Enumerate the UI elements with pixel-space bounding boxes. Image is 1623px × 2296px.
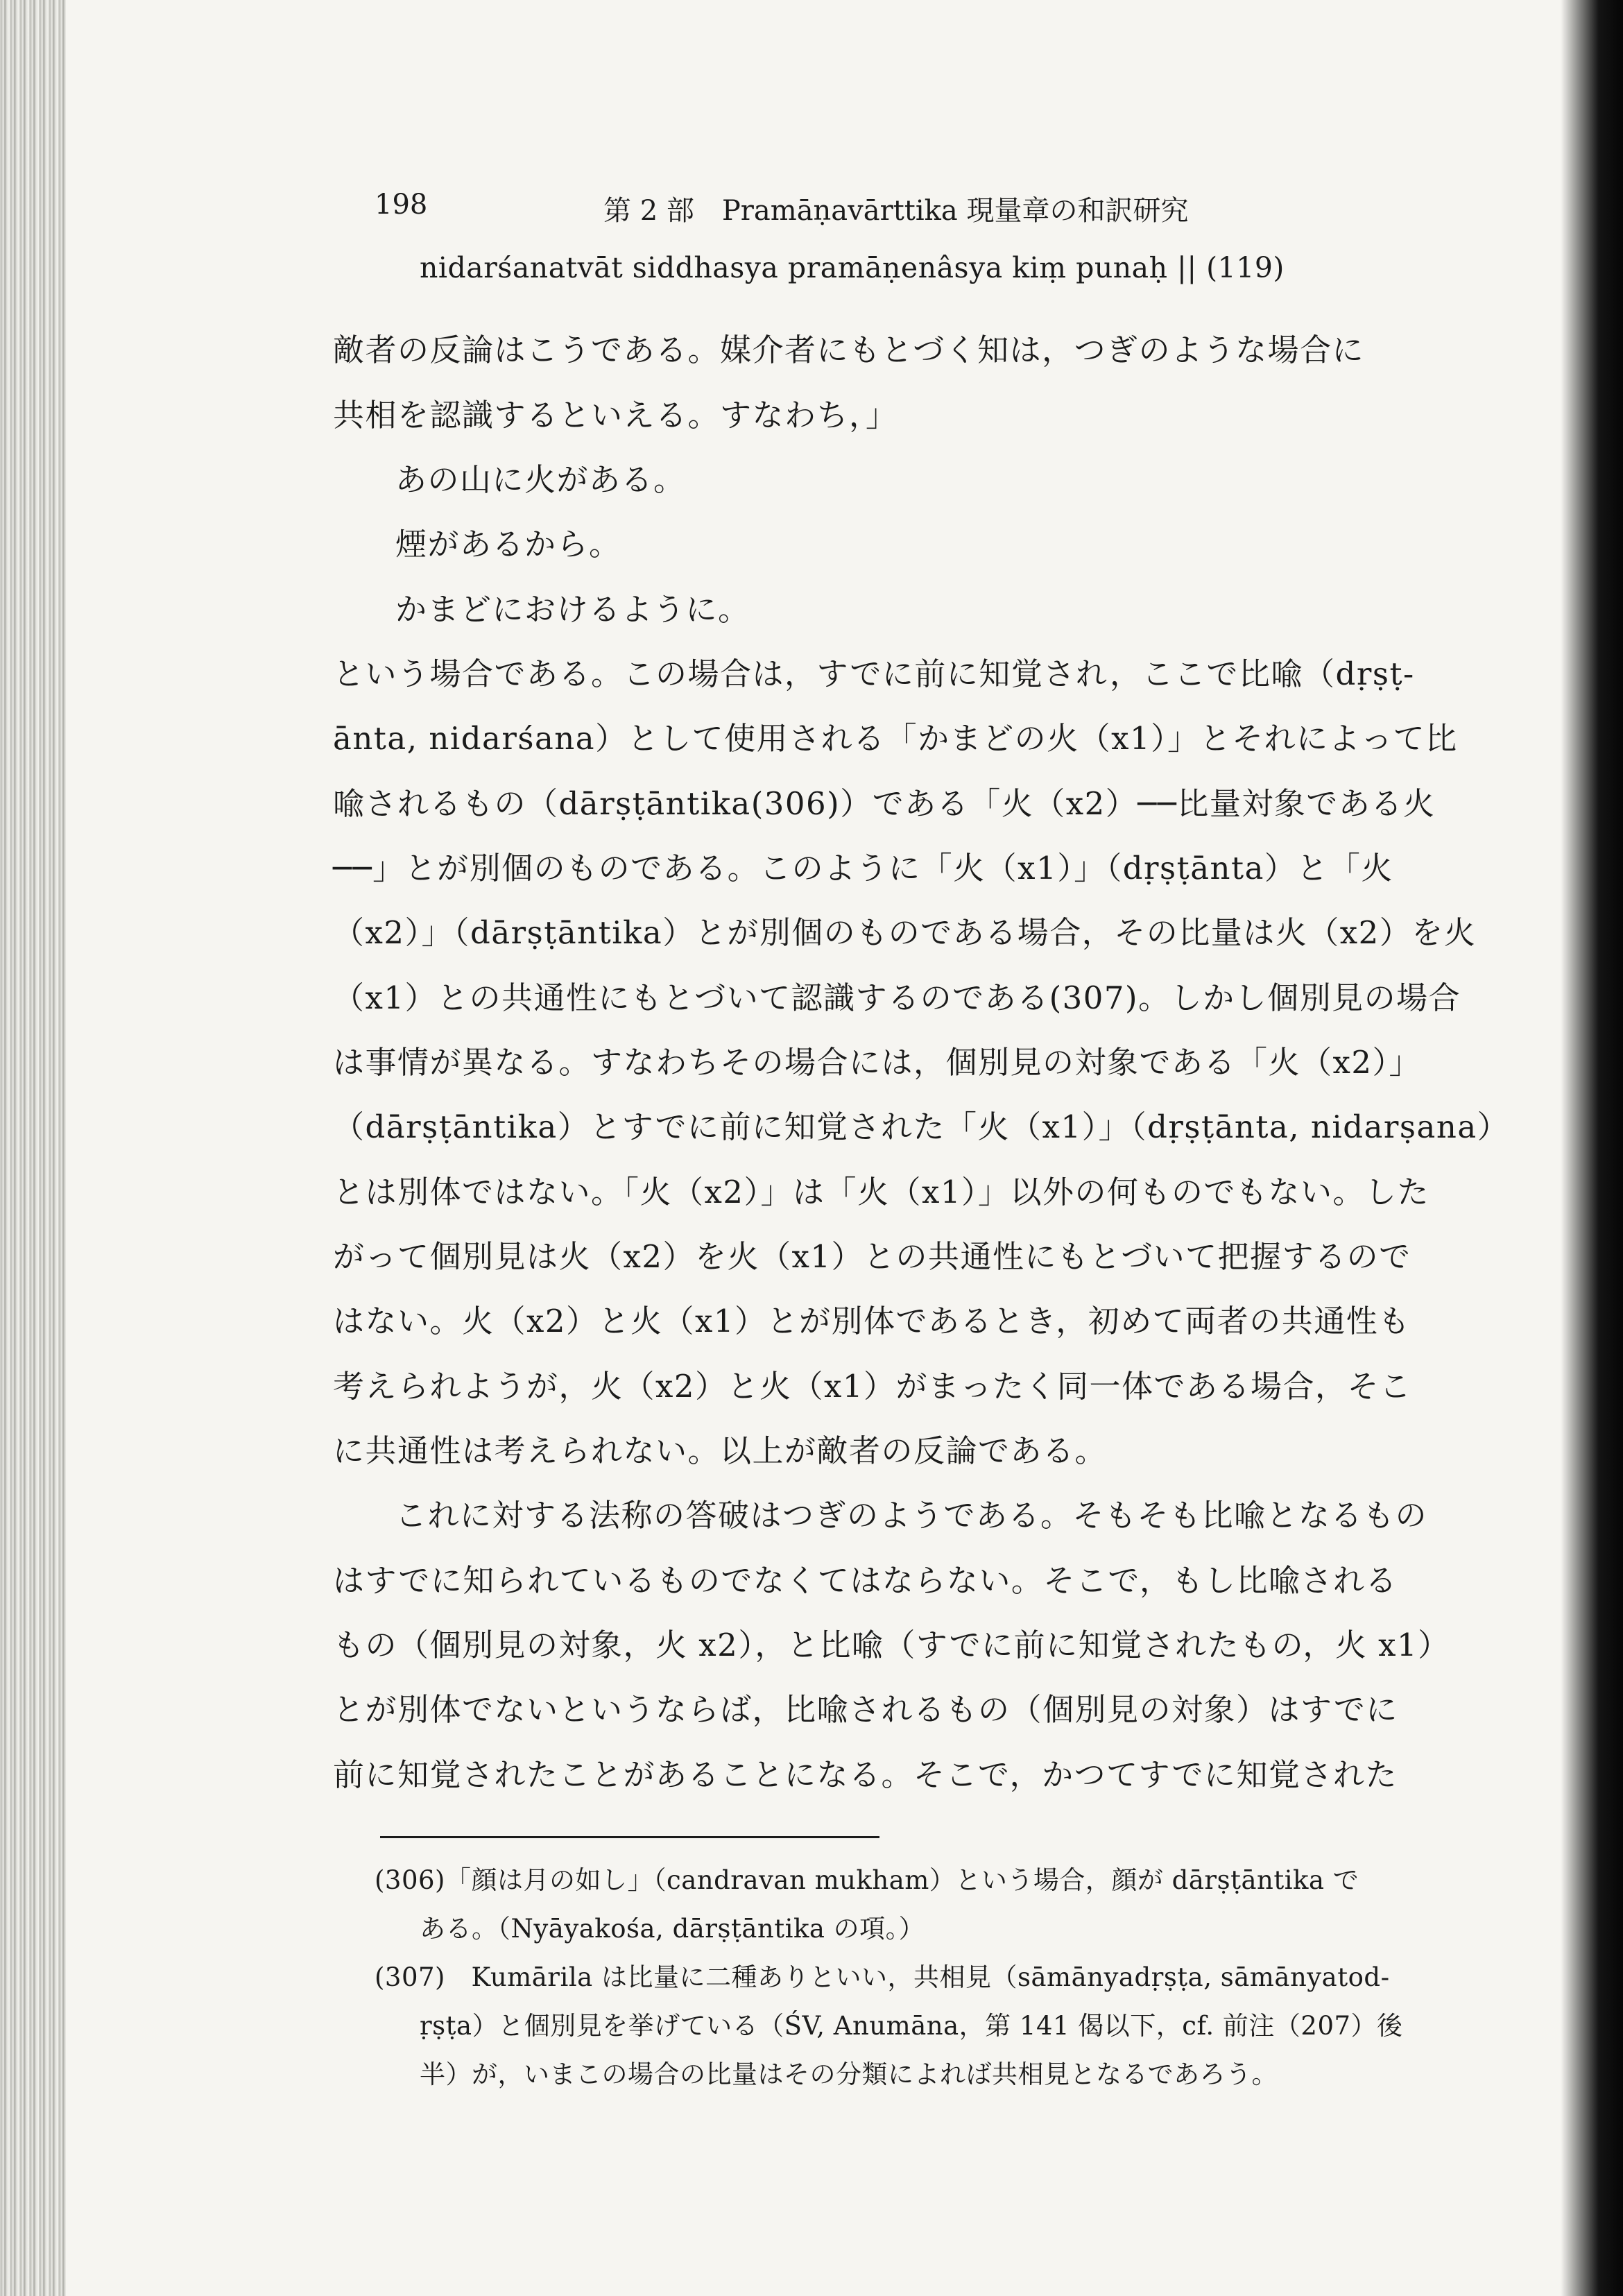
text-line: （x2）」（dārṣṭāntika）とが別個のものである場合，その比量は火（x2）を火 <box>333 914 1477 951</box>
running-title: 第 2 部 Pramāṇavārttika 現量章の和訳研究 <box>603 195 1189 227</box>
text-line: ──」とが別個のものである。このように「火（x1）」（dṛṣṭānta）と「火 <box>333 850 1393 886</box>
text-line: 煙があるから。 <box>395 526 621 563</box>
running-header <box>375 189 1554 230</box>
sanskrit-verse: nidarśanatvāt siddhasya pramāṇenâsya kiṃ punaḥ || (119) <box>420 251 1285 284</box>
scan-left-edge <box>0 0 66 2296</box>
footnote-rule <box>380 1836 879 1838</box>
text-line: あの山に火がある。 <box>395 461 686 498</box>
scan-right-edge <box>1561 0 1623 2296</box>
text-line: とは別体ではない。「火（x2）」は「火（x1）」以外の何ものでもない。した <box>333 1174 1430 1210</box>
text-line: 前に知覚されたことがあることになる。そこで，かつてすでに知覚された <box>333 1756 1398 1793</box>
footnote-307-cont: 半）が，いまこの場合の比量はその分類によれば共相見となるであろう。 <box>420 2059 1278 2089</box>
text-line: はない。火（x2）と火（x1）とが別体であるとき，初めて両者の共通性も <box>333 1303 1411 1339</box>
text-line: （x1）との共通性にもとづいて認識するのである(307)。しかし個別見の場合 <box>333 979 1461 1016</box>
text-line: （dārṣṭāntika）とすでに前に知覚された「火（x1）」（dṛṣṭānta, nidarṣana） <box>333 1108 1510 1145</box>
text-line: 敵者の反論はこうである。媒介者にもとづく知は，つぎのような場合に <box>333 332 1365 368</box>
text-line: は事情が異なる。すなわちその場合には，個別見の対象である「火（x2）」 <box>333 1044 1422 1081</box>
text-line: 共相を認識するといえる。すなわち，」 <box>333 397 898 434</box>
page-number: 198 <box>375 189 428 221</box>
text-line: がって個別見は火（x2）を火（x1）との共通性にもとづいて把握するので <box>333 1238 1411 1275</box>
text-line: かまどにおけるように。 <box>395 591 750 628</box>
footnote-307: (307) Kumārila は比量に二種ありといい，共相見（sāmānyadṛṣṭa, sāmānyatod- <box>375 1962 1390 1992</box>
text-line: という場合である。この場合は，すでに前に知覚され，ここで比喩（dṛṣṭ- <box>333 656 1415 692</box>
text-line: はすでに知られているものでなくてはならない。そこで，もし比喩される <box>333 1562 1398 1599</box>
text-line: もの（個別見の対象，火 x2），と比喩（すでに前に知覚されたもの，火 x1） <box>333 1627 1450 1663</box>
footnote-306-cont: ある。（Nyāyakośa, dārṣṭāntika の項。） <box>420 1914 925 1944</box>
footnote-306: (306)「顔は月の如し」（candravan mukham）という場合，顔が dārṣṭāntika で <box>375 1865 1359 1895</box>
text-line: 考えられようが，火（x2）と火（x1）がまったく同一体である場合，そこ <box>333 1368 1412 1405</box>
footnote-307-cont: ṛṣṭa）と個別見を挙げている（ŚV, Anumāna，第 141 偈以下，cf. 前注（207）後 <box>420 2011 1403 2041</box>
text-line: とが別体でないというならば，比喩されるもの（個別見の対象）はすでに <box>333 1691 1398 1728</box>
book-page <box>333 0 1510 2296</box>
text-line: ānta, nidarśana）として使用される「かまどの火（x1）」とそれによって比 <box>333 720 1458 757</box>
text-line: これに対する法称の答破はつぎのようである。そもそも比喩となるもの <box>395 1497 1428 1534</box>
text-line: に共通性は考えられない。以上が敵者の反論である。 <box>333 1432 1108 1469</box>
text-line: 喩されるもの（dārṣṭāntika(306)）である「火（x2）──比量対象である火 <box>333 785 1436 822</box>
